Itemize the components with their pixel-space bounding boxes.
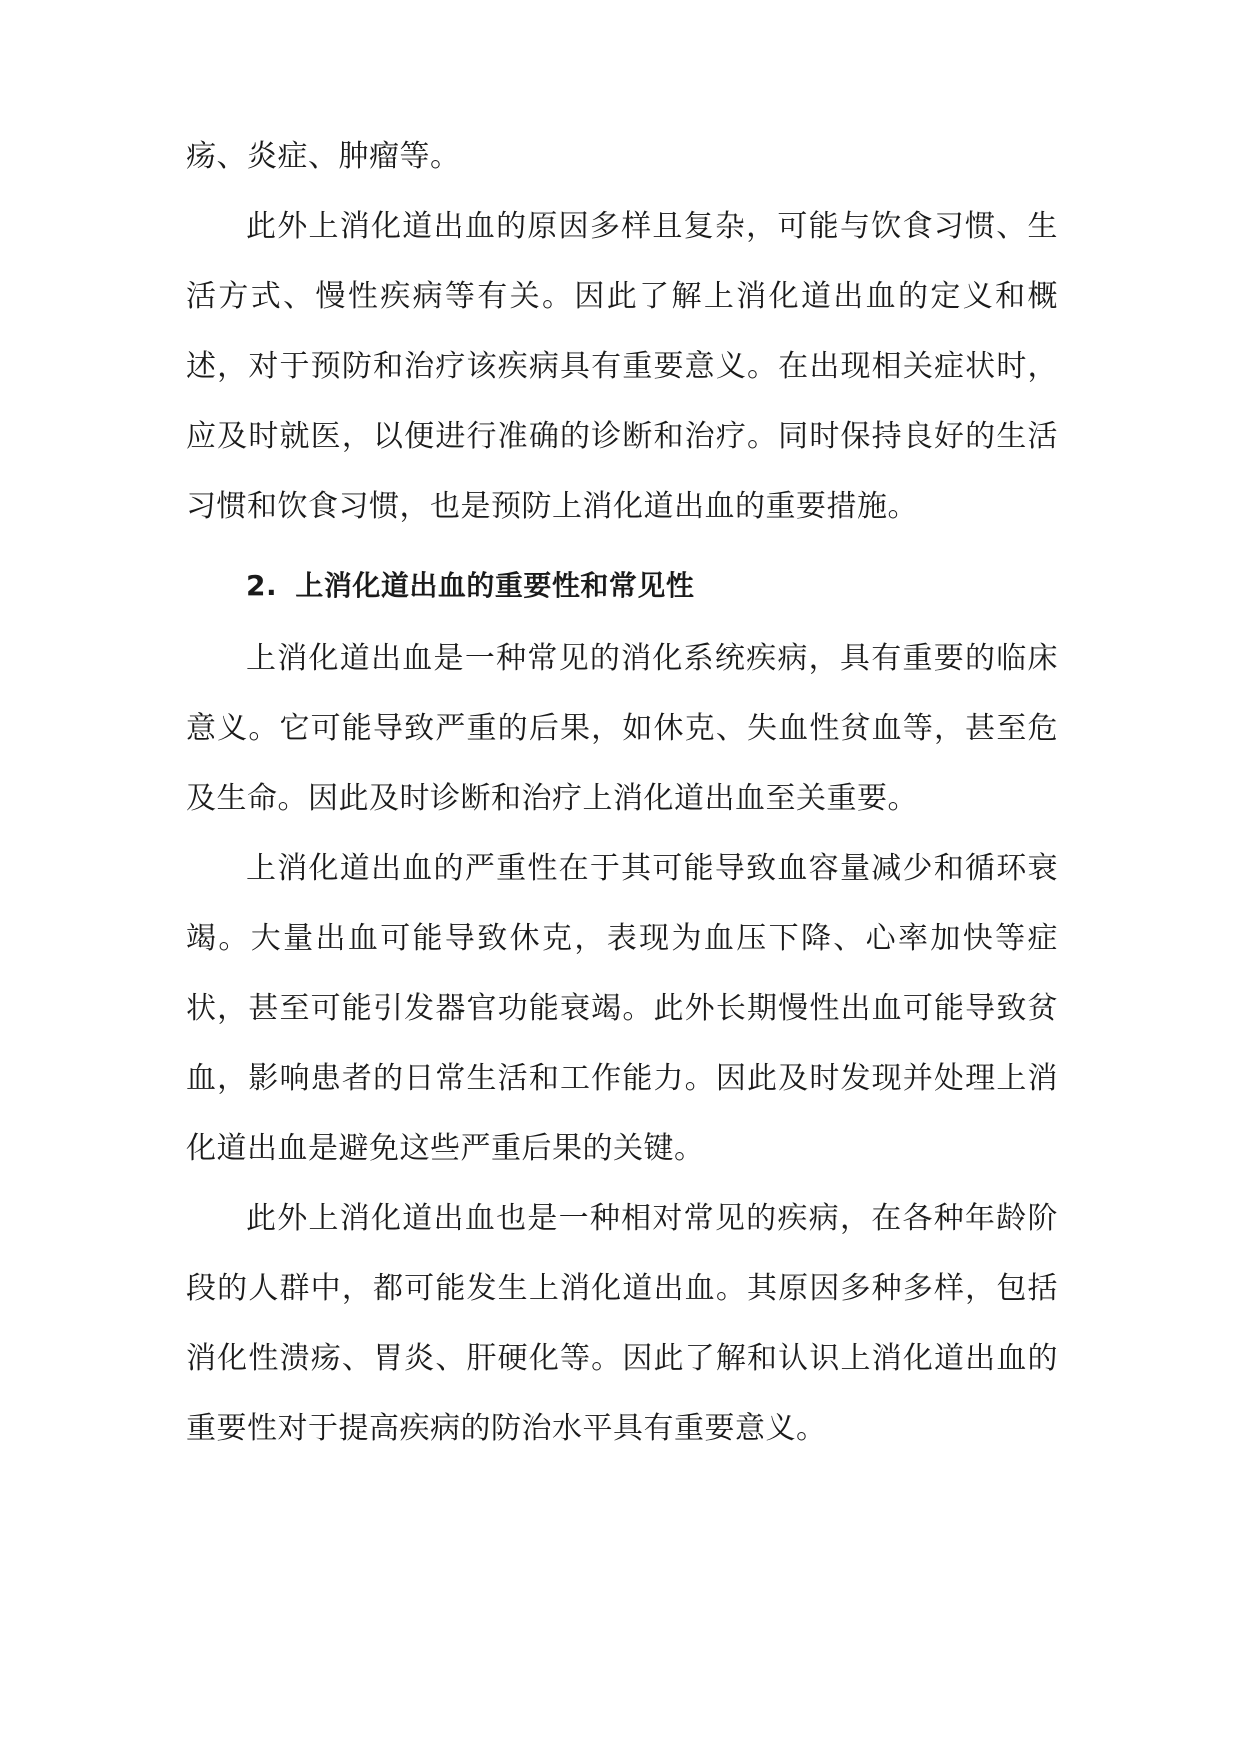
paragraph-prevalence: 此外上消化道出血也是一种相对常见的疾病，在各种年龄阶段的人群中，都可能发生上消化道出血。其原因多种多样，包括消化性溃疡、胃炎、肝硬化等。因此了解和认识上消化道出血的重要性对于提高疾病的防治水平具有重要意义。 (186, 1201, 1058, 1446)
section-title: 上消化道出血的重要性和常见性 (295, 569, 695, 602)
paragraph-importance: 上消化道出血是一种常见的消化系统疾病，具有重要的临床意义。它可能导致严重的后果，如休克、失血性贫血等，甚至危及生命。因此及时诊断和治疗上消化道出血至关重要。 (186, 641, 1058, 816)
paragraph-continuation: 疡、炎症、肿瘤等。 (186, 139, 461, 174)
section-number: 2. (246, 569, 278, 602)
section-heading (246, 566, 694, 606)
paragraph-causes-summary: 此外上消化道出血的原因多样且复杂，可能与饮食习惯、生活方式、慢性疾病等有关。因此了解上消化道出血的定义和概述，对于预防和治疗该疾病具有重要意义。在出现相关症状时，应及时就医，以便进行准确的诊断和治疗。同时保持良好的生活习惯和饮食习惯，也是预防上消化道出血的重要措施。 (186, 209, 1058, 524)
paragraph-severity: 上消化道出血的严重性在于其可能导致血容量减少和循环衰竭。大量出血可能导致休克，表现为血压下降、心率加快等症状，甚至可能引发器官功能衰竭。此外长期慢性出血可能导致贫血，影响患者的日常生活和工作能力。因此及时发现并处理上消化道出血是避免这些严重后果的关键。 (186, 851, 1058, 1166)
